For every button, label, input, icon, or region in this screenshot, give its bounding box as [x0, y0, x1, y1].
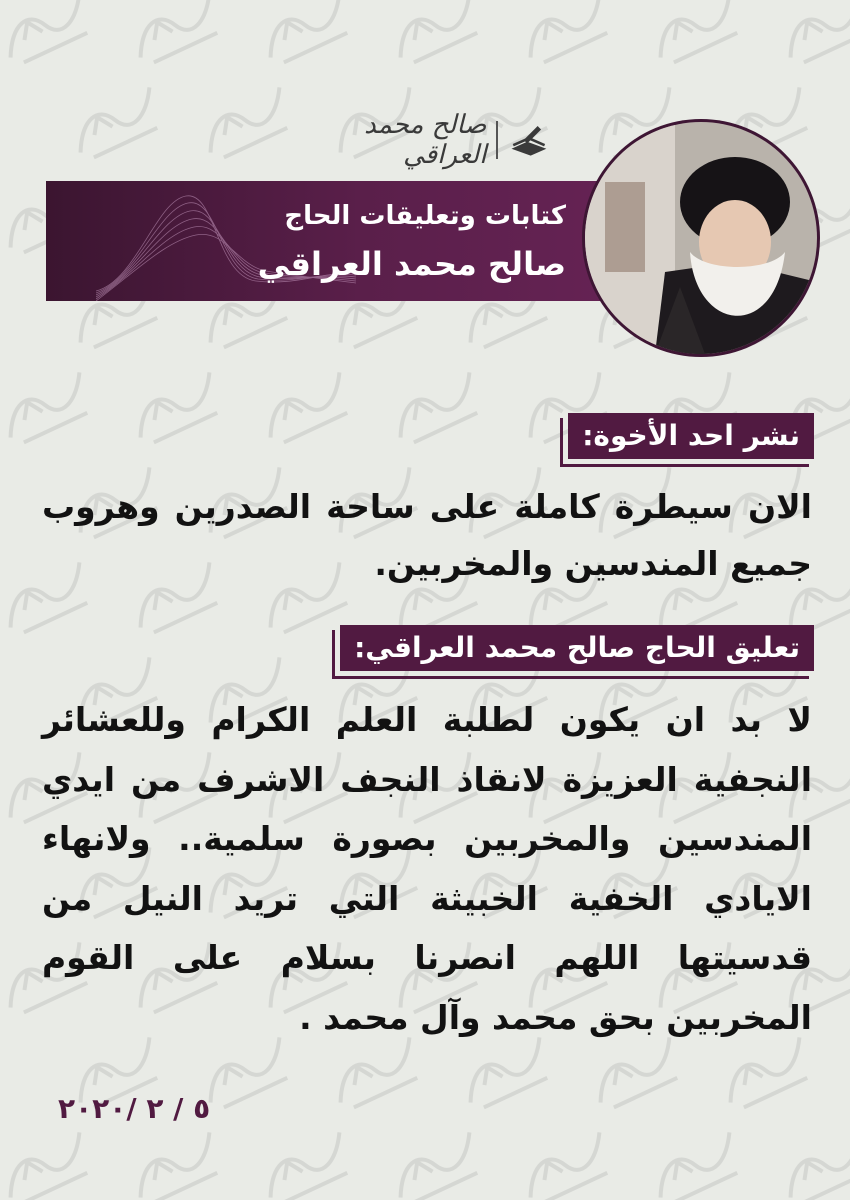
watermark-logo-icon	[240, 0, 369, 80]
watermark-logo-icon	[110, 350, 239, 460]
post-date: ٥ / ٢ /٢٠٢٠	[58, 1092, 211, 1125]
watermark-logo-icon	[630, 1110, 759, 1200]
comment-text: لا بد ان يكون لطلبة العلم الكرام وللعشائر النجفية العزيزة لانقاذ النجف الاشرف من ايدي المندسين والمخربين بصورة سلمية.. ولانهاء الايادي الخفية الخبيثة التي تريد النيل من قدسيتها اللهم انصرنا بسلام على القوم المخربين بحق محمد وآل محمد .	[42, 700, 812, 1037]
portrait-photo	[585, 122, 817, 354]
comment-label-text: تعليق الحاج صالح محمد العراقي:	[354, 631, 800, 664]
watermark-logo-icon	[830, 65, 850, 175]
banner-name: صالح محمد العراقي	[257, 245, 566, 283]
logo-calligraphy: صالح محمد العراقي	[364, 110, 487, 170]
watermark-logo-icon	[830, 1015, 850, 1125]
watermark-logo-icon	[500, 0, 629, 80]
post-label-text: نشر احد الأخوة:	[582, 419, 800, 452]
watermark-logo-icon	[760, 1110, 850, 1200]
watermark-logo-icon	[760, 0, 850, 80]
watermark-logo-icon	[0, 0, 110, 80]
watermark-logo-icon	[370, 350, 499, 460]
post-label	[568, 413, 814, 459]
quill-book-icon	[508, 120, 550, 160]
watermark-logo-icon	[830, 825, 850, 935]
watermark-logo-icon	[500, 1110, 629, 1200]
watermark-logo-icon	[110, 0, 239, 80]
brand-logo	[300, 110, 550, 170]
watermark-logo-icon	[240, 1110, 369, 1200]
banner-title	[258, 193, 566, 289]
watermark-logo-icon	[830, 445, 850, 555]
watermark-logo-icon	[830, 255, 850, 365]
logo-divider	[496, 121, 498, 159]
portrait-image	[585, 122, 817, 354]
post-text: الان سيطرة كاملة على ساحة الصدرين وهروب جميع المندسين والمخربين.	[42, 487, 812, 583]
watermark-logo-icon	[0, 350, 110, 460]
watermark-logo-icon	[630, 0, 759, 80]
watermark-logo-icon	[370, 0, 499, 80]
watermark-logo-icon	[50, 65, 179, 175]
comment-label	[340, 625, 814, 671]
watermark-logo-icon	[240, 350, 369, 460]
banner-subtitle: كتابات وتعليقات الحاج	[284, 201, 566, 231]
watermark-logo-icon	[830, 635, 850, 745]
watermark-logo-icon	[180, 65, 309, 175]
watermark-logo-icon	[370, 1110, 499, 1200]
